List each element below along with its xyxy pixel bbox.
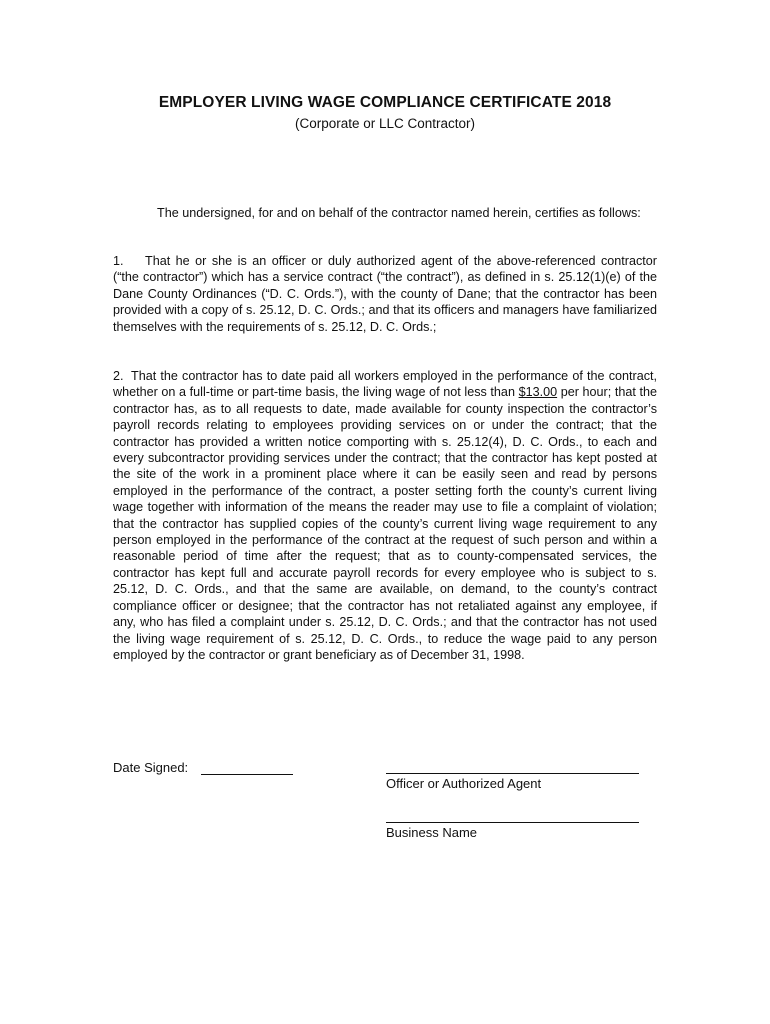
- date-signed-label: Date Signed:: [113, 760, 189, 775]
- living-wage-amount: $13.00: [518, 385, 558, 400]
- paragraph-2-number: 2.: [113, 369, 124, 383]
- business-name-line[interactable]: [386, 822, 639, 823]
- paragraph-2-text-after: per hour; that the contractor has, as to all requests to date, made available for county inspection the contractor’s payroll records relating to employees providing services on or under the contract; that the contractor has provided a written notice comporting with s. 25.12(4), D. C. Ords., to each and every subcontractor providing services under the contract; that the contractor has kept posted at the site of the work in a prominent place where it can be easily seen and read by persons employed in the performance of the contract, a poster setting forth the county’s current living wage together with information of the means the reader may use to file a complaint of violation; that the contractor has supplied copies of the county’s current living wage requirement to any person employed in the performance of the contract at the request of such person and within a reasonable period of time after the request; that as to county-compensated services, the contractor has kept full and accurate payroll records for every employee who is subject to s. 25.12, D. C. Ords., and that the same are available, on demand, to the county’s contract compliance officer or designee; that the contractor has not retaliated against any employee, if any, who has filed a complaint under s. 25.12, D. C. Ords.; and that the contractor has not used the living wage requirement of s. 25.12, D. C. Ords., to reduce the wage paid to any person employed by the contractor or grant beneficiary as of December 31, 1998.: [113, 385, 658, 662]
- officer-signature-line[interactable]: [386, 773, 639, 774]
- paragraph-1-text: That he or she is an officer or duly authorized agent of the above-referenced contractor (“the contractor”) which has a service contract (“the contract”), as defined in s. 25.12(1)(e) of the Dane County Ordinances (“D. C. Ords.”), with the county of Dane; that the contractor has been provided with a copy of s. 25.12, D. C. Ords.; and that its officers and managers have familiarized themselves with the requirements of s. 25.12, D. C. Ords.;: [113, 254, 657, 334]
- document-title: EMPLOYER LIVING WAGE COMPLIANCE CERTIFICATE 2018: [158, 94, 612, 111]
- paragraph-1-number: 1.: [113, 254, 124, 268]
- document-subtitle: (Corporate or LLC Contractor): [294, 116, 476, 131]
- intro-paragraph: The undersigned, for and on behalf of the contractor named herein, certifies as follows:: [157, 206, 641, 220]
- business-name-label: Business Name: [386, 825, 478, 840]
- paragraph-2-text-before: That the contractor has to date paid all workers employed in the performance of the contract, whether on a full-time or part-time basis, the living wage of not less than: [113, 369, 657, 400]
- paragraph-1: [113, 253, 657, 335]
- date-signed-line[interactable]: [201, 774, 293, 775]
- paragraph-2: [113, 368, 657, 663]
- officer-label: Officer or Authorized Agent: [386, 776, 542, 791]
